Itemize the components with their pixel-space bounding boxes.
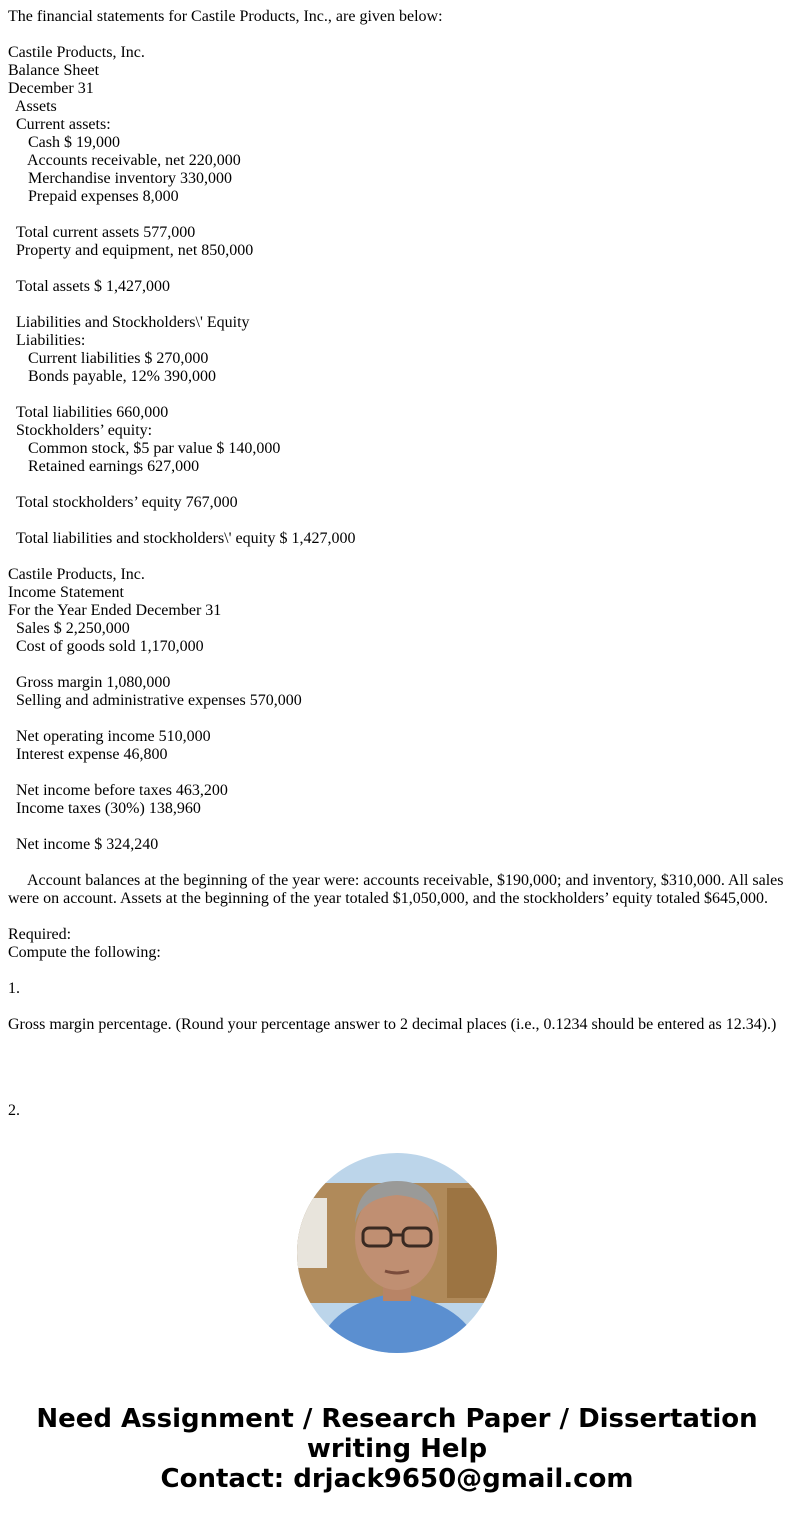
cash-line: Cash $ 19,000: [28, 134, 120, 151]
equity-heading: Stockholders’ equity:: [16, 422, 153, 439]
sales-line: Sales $ 2,250,000: [16, 620, 130, 637]
note-paragraph: Account balances at the beginning of the year were: accounts receivable, $190,000; and inventory, $310,000. All sales were on account. Assets at the beginning of the year totaled $1,050,000, and the stockholders’ equity totaled $645,000.: [8, 872, 784, 907]
taxes-line: Income taxes (30%) 138,960: [16, 800, 201, 817]
author-photo: [297, 1153, 497, 1353]
is-company: Castile Products, Inc.: [8, 566, 145, 583]
liab-equity-heading: Liabilities and Stockholders\' Equity: [16, 314, 250, 331]
assets-heading: Assets: [15, 98, 57, 115]
bs-title: Balance Sheet: [8, 62, 100, 79]
sga-line: Selling and administrative expenses 570,000: [16, 692, 302, 709]
total-equity-line: Total stockholders’ equity 767,000: [16, 494, 238, 511]
ad-line-1: Need Assignment / Research Paper / Dissertation: [36, 1404, 758, 1434]
retained-earnings-line: Retained earnings 627,000: [28, 458, 200, 475]
question-1-number: 1.: [8, 980, 20, 997]
total-assets-line: Total assets $ 1,427,000: [16, 278, 170, 295]
document: [8, 8, 788, 1120]
required-label: Required:: [8, 926, 72, 943]
is-period: For the Year Ended December 31: [8, 602, 222, 619]
cogs-line: Cost of goods sold 1,170,000: [16, 638, 204, 655]
liabilities-heading: Liabilities:: [16, 332, 86, 349]
total-current-assets-line: Total current assets 577,000: [16, 224, 196, 241]
gross-margin-line: Gross margin 1,080,000: [16, 674, 171, 691]
common-stock-line: Common stock, $5 par value $ 140,000: [28, 440, 281, 457]
intro-text: The financial statements for Castile Products, Inc., are given below:: [8, 8, 443, 25]
bs-date: December 31: [8, 80, 94, 97]
current-liabilities-line: Current liabilities $ 270,000: [28, 350, 209, 367]
net-income-line: Net income $ 324,240: [16, 836, 159, 853]
ad-contact: Contact: drjack9650@gmail.com: [160, 1464, 634, 1494]
compute-label: Compute the following:: [8, 944, 161, 961]
current-assets-heading: Current assets:: [16, 116, 111, 133]
inventory-line: Merchandise inventory 330,000: [28, 170, 232, 187]
advertisement-banner: [0, 1404, 794, 1494]
interest-line: Interest expense 46,800: [16, 746, 168, 763]
ad-line-2: writing Help: [306, 1434, 488, 1464]
prepaid-line: Prepaid expenses 8,000: [28, 188, 179, 205]
total-liabilities-line: Total liabilities 660,000: [16, 404, 169, 421]
total-liab-equity-line: Total liabilities and stockholders\' equity $ 1,427,000: [16, 530, 356, 547]
is-title: Income Statement: [8, 584, 124, 601]
question-1-text: Gross margin percentage. (Round your percentage answer to 2 decimal places (i.e., 0.1234 should be entered as 12.34).): [8, 1016, 777, 1033]
noi-line: Net operating income 510,000: [16, 728, 211, 745]
bs-company: Castile Products, Inc.: [8, 44, 145, 61]
question-2-number: 2.: [8, 1102, 20, 1119]
nibt-line: Net income before taxes 463,200: [16, 782, 228, 799]
accounts-receivable-line: Accounts receivable, net 220,000: [27, 152, 241, 169]
bonds-line: Bonds payable, 12% 390,000: [28, 368, 216, 385]
property-line: Property and equipment, net 850,000: [16, 242, 254, 259]
